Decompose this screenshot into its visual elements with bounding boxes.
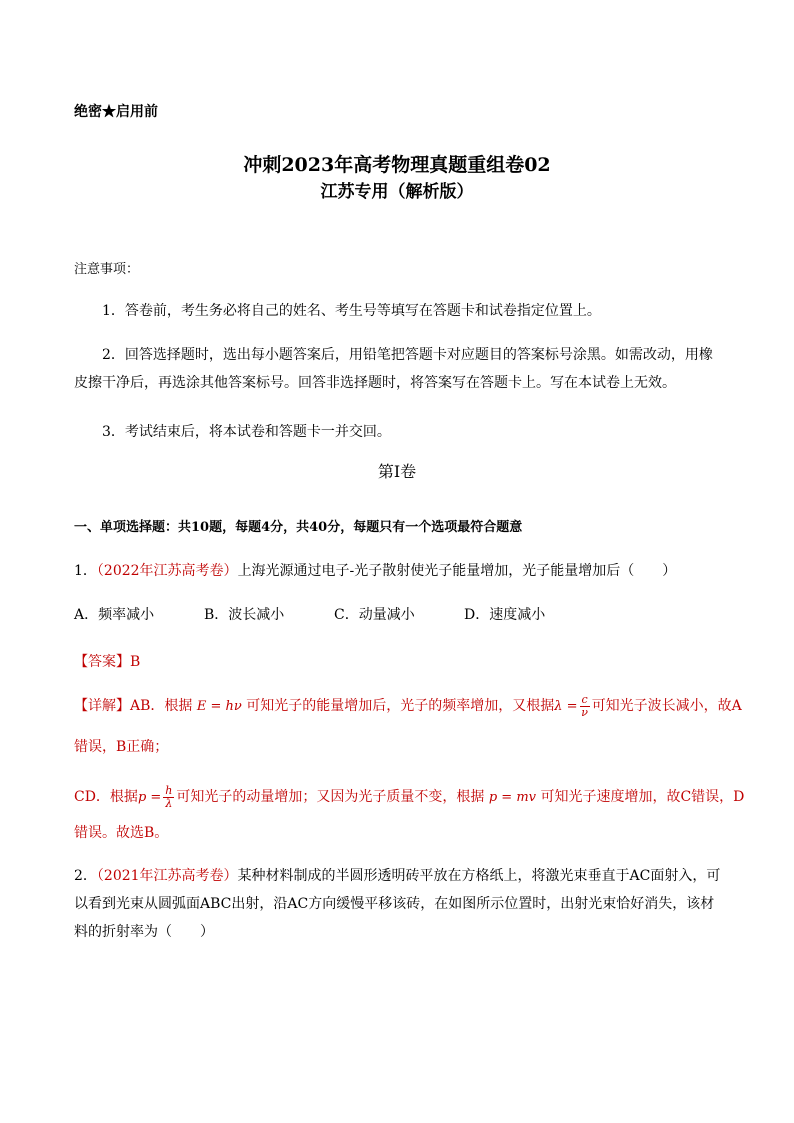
detail-text: 可知光子的能量增加后，光子的频率增加，又根据 <box>246 698 555 714</box>
question-number: 2． <box>74 868 97 884</box>
detail-text: 可知光子的动量增加；又因为光子质量不变，根据 <box>176 789 485 805</box>
option-b: B．波长减小 <box>204 607 285 623</box>
question-stem: 某种材料制成的半圆形透明砖平放在方格纸上，将激光束垂直于AC面射入，可以看到光束从圆弧面ABC出射，沿AC方向缓慢平移该砖，在如图所示位置时，出射光束恰好消失，该材料的折射率为（ ） <box>74 868 721 940</box>
notice-item-3: 3．考试结束后，将本试卷和答题卡一并交回。 <box>102 424 391 440</box>
detail-text: 可知光子波长减小，故A <box>591 698 742 714</box>
exam-subtitle: 江苏专用（解析版） <box>320 182 474 202</box>
formula-momentum-lhs: p = <box>137 790 162 805</box>
notice-item-1: 1．答卷前，考生务必将自己的姓名、考生号等填写在答题卡和试卷指定位置上。 <box>102 303 601 319</box>
fraction-numerator: c <box>581 692 588 706</box>
formula-wavelength-fraction <box>580 694 590 719</box>
notice-item-2: 2．回答选择题时，选出每小题答案后，用铅笔把答题卡对应题目的答案标号涂黑。如需改动，用橡皮擦干净后，再选涂其他答案标号。回答非选择题时，将答案写在答题卡上。写在本试卷上无效。 <box>74 347 713 391</box>
question-stem: 上海光源通过电子-光子散射使光子能量增加，光子能量增加后（ ） <box>237 563 677 579</box>
question-number: 1． <box>74 563 97 579</box>
question-source: （2021年江苏高考卷） <box>96 868 238 884</box>
detail-line-1 <box>74 692 742 721</box>
detail-line-2 <box>74 783 744 812</box>
option-d: D．速度减小 <box>464 607 546 623</box>
formula-energy: E = hν <box>196 699 242 714</box>
detail-line-1-cont: 错误，B正确； <box>74 739 169 755</box>
section-heading: 一、单项选择题：共10题，每题4分，共40分，每题只有一个选项最符合题意 <box>74 520 523 535</box>
question-source: （2022年江苏高考卷） <box>96 563 238 579</box>
fraction-denominator: λ <box>165 796 173 810</box>
exam-title: 冲刺2023年高考物理真题重组卷02 <box>243 154 551 176</box>
detail-label: 【详解】 <box>74 698 130 714</box>
question-1-options <box>74 601 594 629</box>
detail-text: AB．根据 <box>130 698 193 714</box>
option-a: A．频率减小 <box>74 607 155 623</box>
confidential-label: 绝密★启用前 <box>74 104 158 120</box>
option-c: C．动量减小 <box>334 607 415 623</box>
formula-momentum-fraction <box>163 785 174 810</box>
question-2 <box>74 862 724 946</box>
answer-line: 【答案】B <box>74 654 141 670</box>
detail-line-2-cont: 错误。故选B。 <box>74 825 169 841</box>
question-1 <box>74 557 676 585</box>
fraction-denominator: ν <box>581 705 588 719</box>
volume-heading: 第Ⅰ卷 <box>377 462 417 481</box>
formula-mv: p = mv <box>488 790 536 805</box>
detail-text: 可知光子速度增加，故C错误，D <box>540 789 745 805</box>
fraction-numerator: h <box>165 783 173 797</box>
formula-wavelength-lhs: λ = <box>554 699 578 714</box>
detail-text: CD．根据 <box>74 789 138 805</box>
notice-heading: 注意事项： <box>74 262 140 277</box>
